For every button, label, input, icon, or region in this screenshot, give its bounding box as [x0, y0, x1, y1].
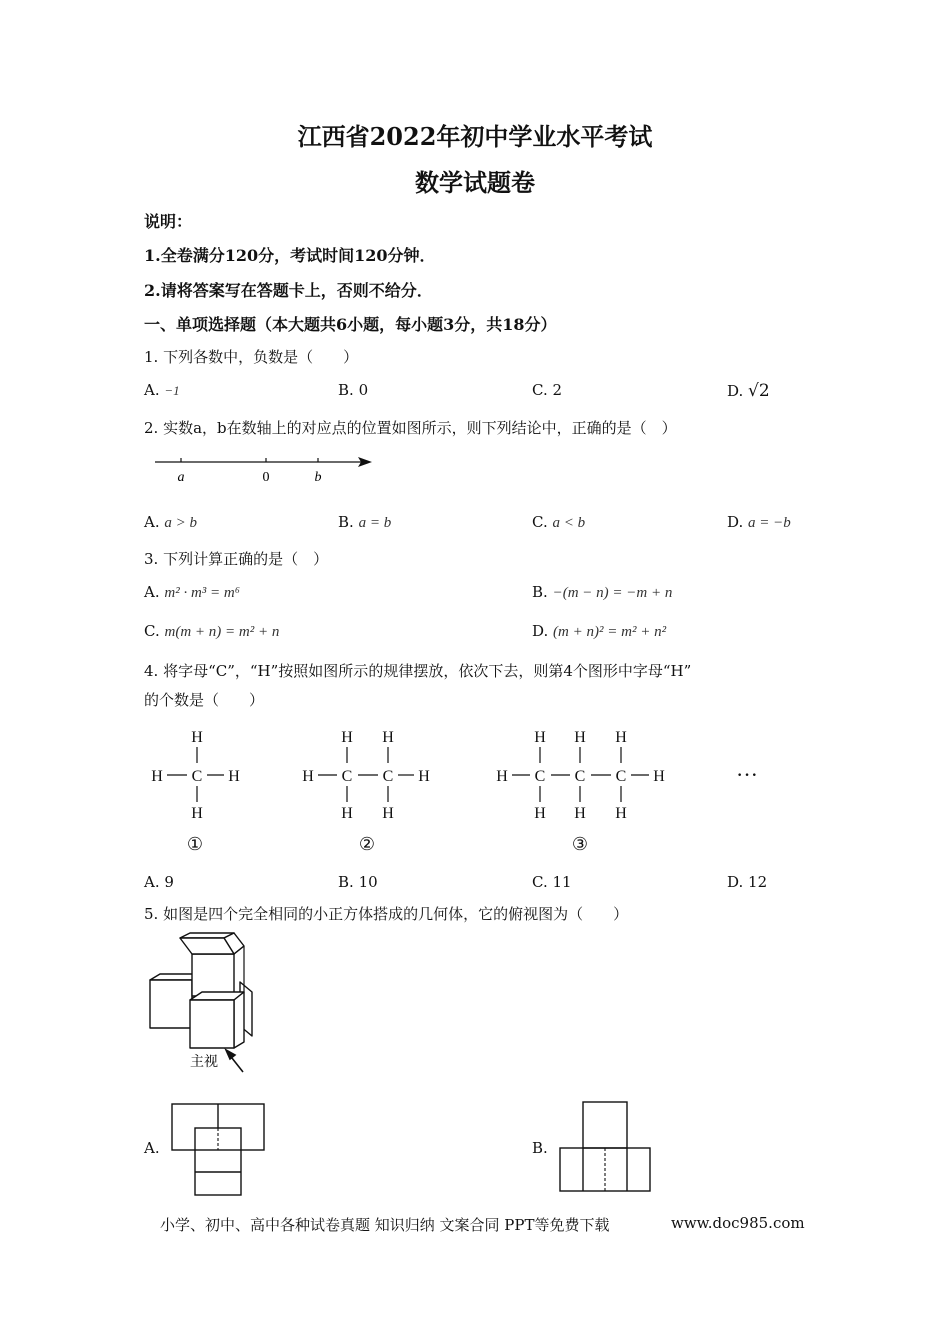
option-letter: B.: [338, 513, 354, 531]
q4-option-b: [338, 873, 378, 891]
atom-h: H: [302, 768, 314, 785]
atom-h: H: [418, 768, 430, 785]
q1-option-b: [338, 381, 368, 399]
q4-option-c: [532, 873, 572, 891]
atom-h: H: [228, 768, 240, 785]
option-value: −1: [164, 383, 180, 398]
number-line-figure: [150, 448, 380, 488]
option-value: (m + n)² = m² + n²: [553, 624, 667, 640]
option-value: 0: [358, 381, 369, 399]
option-letter: D.: [727, 382, 744, 400]
instructions-label: 说明：: [144, 212, 193, 231]
option-value: a > b: [164, 515, 198, 531]
option-value: a < b: [552, 515, 586, 531]
atom-h: H: [534, 729, 546, 746]
option-value: 11: [552, 873, 572, 891]
atom-c: C: [534, 768, 546, 785]
atom-h: H: [534, 805, 546, 822]
option-letter: B.: [338, 873, 354, 891]
option-letter: A.: [144, 513, 160, 531]
atom-h: H: [191, 805, 203, 822]
figure-label-3: ③: [571, 834, 589, 854]
atom-h: H: [615, 805, 627, 822]
atom-h: H: [341, 729, 353, 746]
option-letter: C.: [532, 513, 548, 531]
option-letter: C.: [532, 873, 548, 891]
exam-subtitle: 数学试题卷: [415, 168, 535, 197]
q5-option-b-figure: [557, 1100, 653, 1196]
atom-h: H: [382, 805, 394, 822]
q4-option-a: [144, 873, 174, 891]
atom-c: C: [341, 768, 353, 785]
q1-option-d: [727, 381, 770, 401]
axis-label-a: a: [177, 470, 185, 485]
option-value: 10: [358, 873, 378, 891]
option-value: −(m − n) = −m + n: [552, 585, 673, 601]
footer-site-link[interactable]: www.doc985.com: [671, 1214, 805, 1232]
q3-option-d: [532, 622, 666, 641]
cube-solid-figure: [140, 930, 270, 1076]
exam-title: 江西省2022年初中学业水平考试: [297, 122, 653, 151]
option-value: 12: [748, 873, 768, 891]
atom-h: H: [191, 729, 203, 746]
question-4-stem-line-1: 4. 将字母“C”，“H”按照如图所示的规律摆放，依次下去，则第4个图形中字母“H”: [144, 662, 692, 680]
option-value: √2: [748, 381, 770, 401]
option-value: a = b: [358, 515, 392, 531]
atom-h: H: [653, 768, 665, 785]
option-value: m² · m³ = m⁶: [164, 585, 240, 601]
molecule-figures: [140, 722, 780, 862]
arrow-icon: [226, 1050, 243, 1072]
q2-option-b: [338, 513, 391, 532]
option-value: 2: [552, 381, 563, 399]
q5-option-b-label: B.: [532, 1139, 548, 1157]
q2-option-a: [144, 513, 197, 532]
q2-option-d: [727, 513, 791, 532]
option-value: m(m + n) = m² + n: [164, 624, 280, 640]
ellipsis: ···: [736, 762, 758, 787]
atom-h: H: [341, 805, 353, 822]
q1-option-a: [144, 381, 180, 399]
instruction-line-1: 1.全卷满分120分，考试时间120分钟．: [144, 246, 436, 265]
option-letter: A.: [144, 583, 160, 601]
question-2-stem: 2. 实数a，b在数轴上的对应点的位置如图所示，则下列结论中，正确的是（ ）: [144, 419, 677, 437]
question-3-stem: 3. 下列计算正确的是（ ）: [144, 550, 329, 568]
atom-h: H: [574, 729, 586, 746]
atom-h: H: [496, 768, 508, 785]
q2-option-c: [532, 513, 585, 532]
axis-label-b: b: [314, 470, 322, 485]
q1-option-c: [532, 381, 562, 399]
atom-h: H: [574, 805, 586, 822]
q3-option-a: [144, 583, 240, 602]
atom-h: H: [615, 729, 627, 746]
atom-c: C: [574, 768, 586, 785]
atom-h: H: [151, 768, 163, 785]
atom-h: H: [382, 729, 394, 746]
option-letter: A.: [144, 381, 160, 399]
figure-label-1: ①: [186, 834, 204, 854]
q5-option-a-figure: [170, 1102, 268, 1198]
q3-option-c: [144, 622, 279, 641]
instruction-line-2: 2.请将答案写在答题卡上，否则不给分．: [144, 281, 433, 300]
option-value: a = −b: [748, 515, 791, 531]
section-heading: 一、单项选择题（本大题共6小题，每小题3分，共18分）: [144, 315, 557, 334]
question-1-stem: 1. 下列各数中，负数是（ ）: [144, 348, 359, 366]
option-letter: C.: [144, 622, 160, 640]
axis-label-zero: 0: [262, 470, 270, 485]
q5-option-a-label: A.: [144, 1139, 160, 1157]
option-letter: D.: [532, 622, 549, 640]
atom-c: C: [615, 768, 627, 785]
option-value: 9: [164, 873, 174, 891]
option-letter: D.: [727, 873, 744, 891]
figure-label-2: ②: [358, 834, 376, 854]
option-letter: B.: [338, 381, 354, 399]
q4-option-d: [727, 873, 767, 891]
footer-text: 小学、初中、高中各种试卷真题 知识归纳 文案合同 PPT等免费下载: [160, 1216, 610, 1234]
option-letter: B.: [532, 583, 548, 601]
q3-option-b: [532, 583, 672, 602]
option-letter: A.: [144, 873, 160, 891]
front-view-label: 主视: [190, 1055, 218, 1070]
option-letter: C.: [532, 381, 548, 399]
atom-c: C: [382, 768, 394, 785]
atom-c: C: [191, 768, 203, 785]
question-4-stem-line-2: 的个数是（ ）: [144, 691, 265, 709]
option-letter: D.: [727, 513, 744, 531]
question-5-stem: 5. 如图是四个完全相同的小正方体搭成的几何体，它的俯视图为（ ）: [144, 905, 629, 923]
